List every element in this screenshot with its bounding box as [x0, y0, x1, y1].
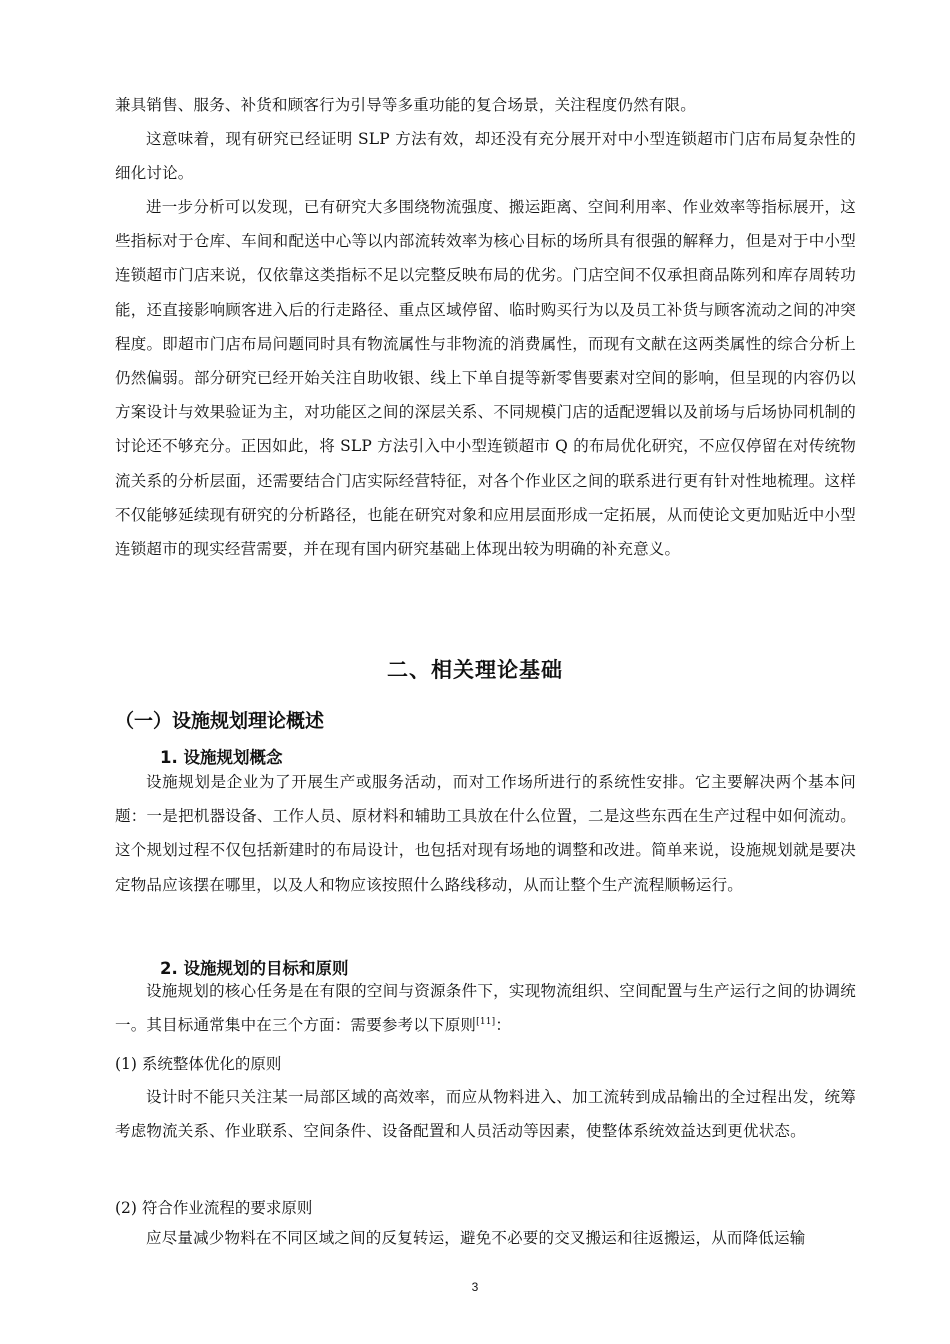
- paragraph-further-analysis: 进一步分析可以发现，已有研究大多围绕物流强度、搬运距离、空间利用率、作业效率等指标展开，这些指标对于仓库、车间和配送中心等以内部流转效率为核心目标的场所具有很强的解释力，但是对于中小型连锁超市门店来说，仅依靠这类指标不足以完整反映布局的优劣。门店空间不仅承担商品陈列和库存周转功能，还直接影响顾客进入后的行走路径、重点区域停留、临时购买行为以及员工补货与顾客流动之间的冲突程度。即超市门店布局问题同时具有物流属性与非物流的消费属性，而现有文献在这两类属性的综合分析上仍然偏弱。部分研究已经开始关注自助收银、线上下单自提等新零售要素对空间的影响，但呈现的内容仍以方案设计与效果验证为主，对功能区之间的深层关系、不同规模门店的适配逻辑以及前场与后场协同机制的讨论还不够充分。正因如此，将 SLP 方法引入中小型连锁超市 Q 的布局优化研究，不应仅停留在对传统物流关系的分析层面，还需要结合门店实际经营特征，对各个作业区之间的联系进行更有针对性地梳理。这样不仅能够延续现有研究的分析路径，也能在研究对象和应用层面形成一定拓展，从而使论文更加贴近中小型连锁超市的现实经营需要，并在现有国内研究基础上体现出较为明确的补充意义。: [115, 198, 856, 559]
- principle-item-1: (1) 系统整体优化的原则: [115, 1055, 282, 1073]
- chapter-heading: 二、相关理论基础: [387, 658, 563, 682]
- subsection-heading-concept: 1. 设施规划概念: [160, 748, 283, 767]
- subsection-heading-goals: 2. 设施规划的目标和原则: [160, 959, 349, 978]
- paragraph-principle-1: 设计时不能只关注某一局部区域的高效率，而应从物料进入、加工流转到成品输出的全过程出发，统筹考虑物流关系、作业联系、空间条件、设备配置和人员活动等因素，使整体系统效益达到更优状态。: [115, 1088, 856, 1141]
- section-heading: （一）设施规划理论概述: [115, 710, 325, 732]
- paragraph-continued: 兼具销售、服务、补货和顾客行为引导等多重功能的复合场景，关注程度仍然有限。: [115, 96, 696, 114]
- principle-item-2: (2) 符合作业流程的要求原则: [115, 1199, 313, 1217]
- paragraph-goals-text: 设施规划的核心任务是在有限的空间与资源条件下，实现物流组织、空间配置与生产运行之间的协调统一。其目标通常集中在三个方面：需要参考以下原则: [115, 982, 856, 1035]
- page-number: 3: [471, 1280, 479, 1294]
- citation-reference: [11]: [476, 1017, 496, 1028]
- paragraph-facility-planning-concept: 设施规划是企业为了开展生产或服务活动，而对工作场所进行的系统性安排。它主要解决两个基本问题：一是把机器设备、工作人员、原材料和辅助工具放在什么位置，二是这些东西在生产过程中如何流动。这个规划过程不仅包括新建时的布局设计，也包括对现有场地的调整和改进。简单来说，设施规划就是要决定物品应该摆在哪里，以及人和物应该按照什么路线移动，从而让整个生产流程顺畅运行。: [115, 773, 856, 894]
- paragraph-principle-2: 应尽量减少物料在不同区域之间的反复转运，避免不必要的交叉搬运和往返搬运，从而降低运输: [146, 1229, 806, 1247]
- paragraph-slp-summary: 这意味着，现有研究已经证明 SLP 方法有效，却还没有充分展开对中小型连锁超市门店布局复杂性的细化讨论。: [115, 130, 856, 183]
- paragraph-goals-principles: [115, 974, 856, 1042]
- paragraph-goals-tail: ：: [495, 1016, 512, 1035]
